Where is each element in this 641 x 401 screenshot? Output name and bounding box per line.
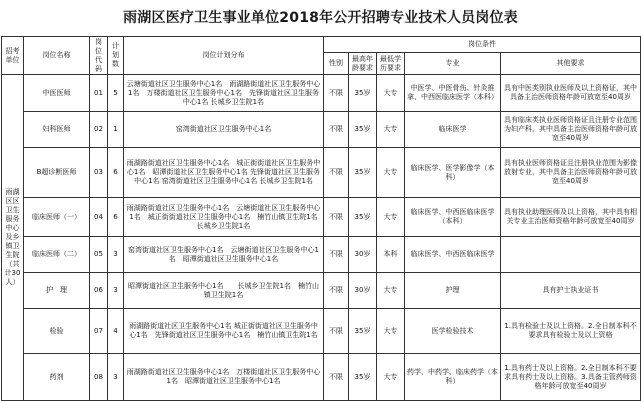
table-row — [2, 309, 641, 354]
min-edu: 大专 — [377, 354, 405, 401]
min-edu: 大专 — [377, 309, 405, 354]
plan-count: 3 — [108, 237, 124, 273]
major: 临床医学、中西医临床医学 — [405, 237, 501, 273]
header-other: 其他要求 — [501, 53, 641, 75]
post-name: 临床医师（二） — [24, 237, 90, 273]
plan-count: 5 — [108, 75, 124, 112]
other-requirements: 具有执业助理医师及以上资格，其中具有相关专业主治医师资格年龄可放宽至40周岁 — [501, 198, 641, 237]
min-edu: 大专 — [377, 273, 405, 309]
unit-name: 雨湖区区卫生服务中心及乡镇卫生院（共计30人） — [2, 75, 24, 401]
post-name: 妇科医师 — [24, 112, 90, 148]
table-row — [2, 75, 641, 112]
post-code: 08 — [90, 354, 108, 401]
other-requirements: 具有执业医师资格证且注册执业范围为影像放射专业，其中具备主治医师资格年龄可放宽至40周岁 — [501, 148, 641, 198]
other-requirements — [501, 237, 641, 273]
plan-distribution: 窑湾街道社区卫生服务中心1名 云塘街道社区卫生服务中心1名 昭潭街道社区卫生服务中心1名 — [124, 237, 324, 273]
plan-distribution: 窑湾街道社区卫生服务中心1名 — [124, 112, 324, 148]
plan-count: 3 — [108, 273, 124, 309]
table-row — [2, 198, 641, 237]
header-max-age: 最高年龄要求 — [349, 53, 377, 75]
other-requirements: 具有护士执业证书 — [501, 273, 641, 309]
plan-count: 4 — [108, 309, 124, 354]
other-requirements: 1.具有检验士及以上资格。2.全日制本科不要求具有检验士及以上资格 — [501, 309, 641, 354]
document-title: 雨湖区医疗卫生事业单位2018年公开招聘专业技术人员岗位表 — [123, 10, 518, 26]
gender: 不限 — [324, 112, 349, 148]
major: 中医学、中医骨伤、针灸推拿、中西医临床医学（本科） — [405, 75, 501, 112]
major: 临床医学、医学影像学（本科） — [405, 148, 501, 198]
other-requirements: 具有临床类执业医师资格证且注册专业范围为妇产科，其中具备主治医师资格年龄可放宽至40周岁 — [501, 112, 641, 148]
header-gender: 性别 — [324, 53, 349, 75]
header-conditions: 岗位条件 — [324, 37, 641, 53]
plan-distribution: 雨湖路街道社区卫生服务中心1名 城正街街道社区卫生服务中心1名 昭潭街道社区卫生服务中心1名 先锋街道社区卫生服务中心1名 窑湾街道社区卫生服务中心1名 长城乡卫生院1名 — [124, 148, 324, 198]
post-name: 药剂 — [24, 354, 90, 401]
gender: 不限 — [324, 198, 349, 237]
post-name: B超诊断医师 — [24, 148, 90, 198]
major: 医学检验技术 — [405, 309, 501, 354]
min-edu: 大专 — [377, 112, 405, 148]
plan-distribution: 雨湖路街道社区卫生服务中心1名 云塘街道社区卫生服务中心1名 城正街街道社区卫生服务中心1名 楠竹山镇卫生院1名 长城乡卫生院1名 — [124, 198, 324, 237]
header-plan-count: 计划数 — [108, 37, 124, 75]
max-age: 30岁 — [349, 237, 377, 273]
plan-count: 1 — [108, 112, 124, 148]
gender: 不限 — [324, 309, 349, 354]
min-edu: 大专 — [377, 75, 405, 112]
table-row — [2, 148, 641, 198]
max-age: 35岁 — [349, 112, 377, 148]
table-row — [2, 354, 641, 401]
major: 临床医学 — [405, 112, 501, 148]
plan-distribution: 雨湖路街道社区卫生服务中心1名 城正街街道社区卫生服务中心1名 先锋街道社区卫生服务中心1名 楠竹山镇卫生院1名 — [124, 309, 324, 354]
plan-distribution: 昭潭街道社区卫生服务中心1名 长城乡卫生院1名 楠竹山镇卫生院1名 — [124, 273, 324, 309]
header-min-edu: 最低学历要求 — [377, 53, 405, 75]
major: 药学、中药学、临床药学（本科） — [405, 354, 501, 401]
gender: 不限 — [324, 273, 349, 309]
gender: 不限 — [324, 75, 349, 112]
post-name: 临床医师（一） — [24, 198, 90, 237]
max-age: 35岁 — [349, 309, 377, 354]
post-name: 检验 — [24, 309, 90, 354]
plan-count: 6 — [108, 198, 124, 237]
min-edu: 大专 — [377, 198, 405, 237]
min-edu: 大专 — [377, 148, 405, 198]
header-major: 专业 — [405, 53, 501, 75]
post-code: 02 — [90, 112, 108, 148]
post-code: 01 — [90, 75, 108, 112]
job-table — [1, 36, 641, 401]
post-code: 06 — [90, 273, 108, 309]
post-code: 07 — [90, 309, 108, 354]
gender: 不限 — [324, 237, 349, 273]
plan-distribution: 雨湖路街道社区卫生服务中心1名 万楼街道社区卫生服务中心1名 昭潭街道社区卫生服务中心1名 — [124, 354, 324, 401]
plan-count: 3 — [108, 354, 124, 401]
other-requirements: 1.具有药士及以上资格。2.全日制本科不要求具有药士及以上资格。3.具备主管药师资格年龄可放宽至40周岁 — [501, 354, 641, 401]
header-post-code: 岗位代码 — [90, 37, 108, 75]
min-edu: 本科 — [377, 237, 405, 273]
max-age: 35岁 — [349, 198, 377, 237]
header-post-name: 岗位名称 — [24, 37, 90, 75]
table-row — [2, 237, 641, 273]
post-code: 05 — [90, 237, 108, 273]
plan-distribution: 云塘街道社区卫生服务中心1名 雨湖路街道社区卫生服务中心1名 万楼街道社区卫生服务中心1名 先锋街道社区卫生服务中心1名 长城乡卫生院1名 — [124, 75, 324, 112]
gender: 不限 — [324, 354, 349, 401]
post-code: 04 — [90, 198, 108, 237]
plan-count: 6 — [108, 148, 124, 198]
post-name: 中医医师 — [24, 75, 90, 112]
max-age: 35岁 — [349, 148, 377, 198]
table-row — [2, 273, 641, 309]
table-row — [2, 112, 641, 148]
gender: 不限 — [324, 148, 349, 198]
major: 临床医学、中西医临床医学（本科） — [405, 198, 501, 237]
max-age: 30岁 — [349, 273, 377, 309]
post-code: 03 — [90, 148, 108, 198]
header-unit: 招考单位 — [2, 37, 24, 75]
max-age: 35岁 — [349, 354, 377, 401]
post-name: 护 理 — [24, 273, 90, 309]
max-age: 35岁 — [349, 75, 377, 112]
header-plan-distribution: 岗位计划分布 — [124, 37, 324, 75]
other-requirements: 具有中医类别执业医师及以上资格证，其中具备主治医师资格年龄可放宽至40周岁 — [501, 75, 641, 112]
major: 护理 — [405, 273, 501, 309]
